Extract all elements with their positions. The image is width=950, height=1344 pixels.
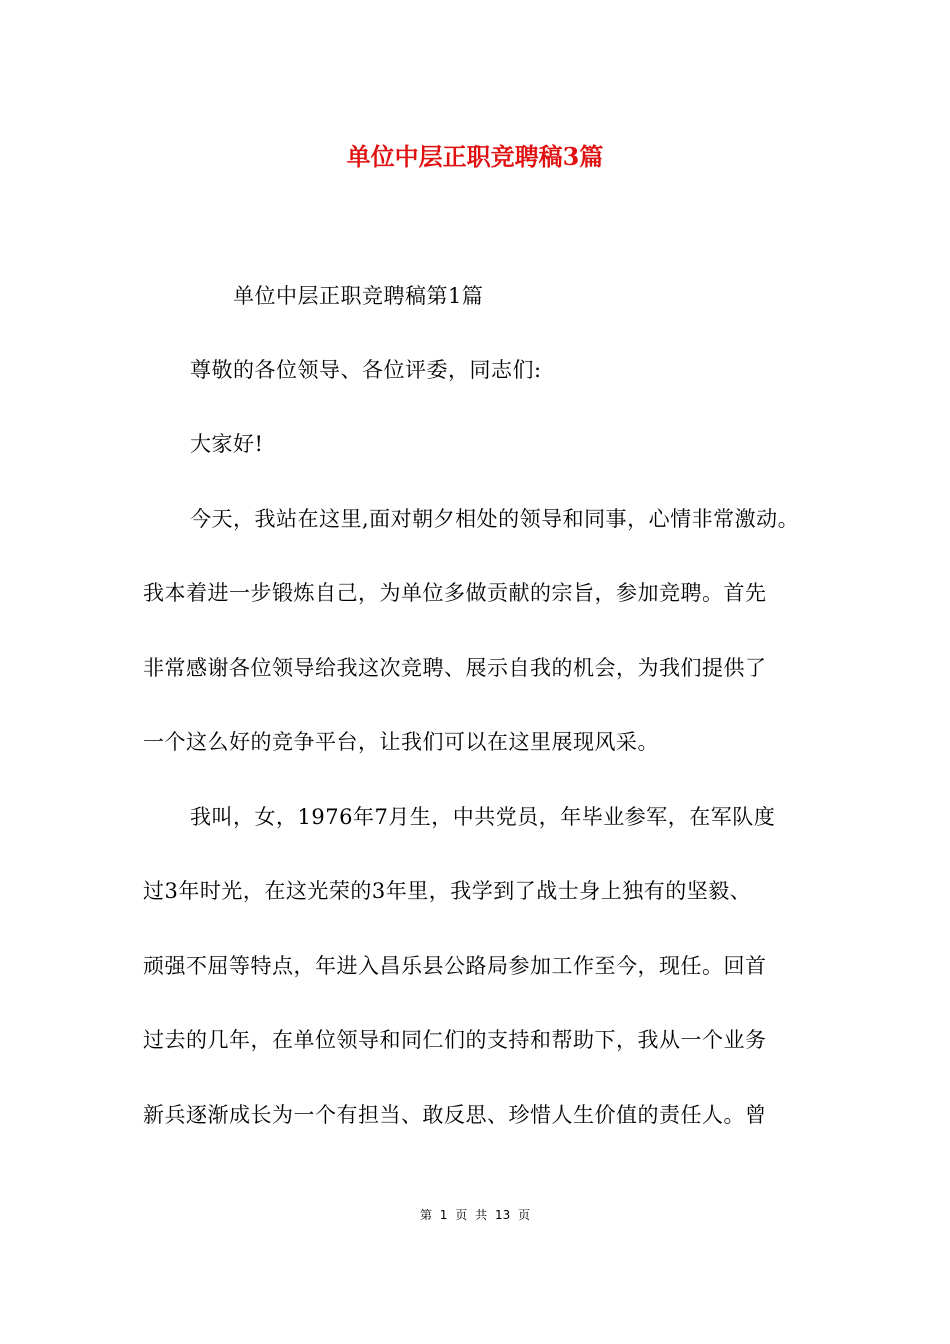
paragraph-line: 过3年时光，在这光荣的3年里，我学到了战士身上独有的坚毅、 bbox=[143, 879, 752, 903]
paragraph-line: 我叫，女，1976年7月生，中共党员，年毕业参军，在军队度 bbox=[190, 805, 776, 829]
footer-suffix: 页 bbox=[518, 1208, 531, 1222]
footer-current-page: 1 bbox=[439, 1208, 448, 1222]
paragraph-line: 今天，我站在这里,面对朝夕相处的领导和同事，心情非常激动。 bbox=[190, 507, 800, 531]
document-title: 单位中层正职竞聘稿3篇 bbox=[346, 142, 604, 171]
page-number-footer bbox=[0, 1206, 950, 1223]
footer-total-pages: 13 bbox=[494, 1208, 511, 1222]
paragraph-line: 新兵逐渐成长为一个有担当、敢反思、珍惜人生价值的责任人。曾 bbox=[143, 1103, 767, 1127]
paragraph-line: 尊敬的各位领导、各位评委，同志们: bbox=[190, 358, 542, 382]
paragraph-line: 过去的几年，在单位领导和同仁们的支持和帮助下，我从一个业务 bbox=[143, 1028, 767, 1052]
paragraph-line: 我本着进一步锻炼自己，为单位多做贡献的宗旨，参加竞聘。首先 bbox=[143, 581, 767, 605]
footer-prefix: 第 bbox=[419, 1208, 432, 1222]
section-heading: 单位中层正职竞聘稿第1篇 bbox=[233, 284, 484, 308]
paragraph-line: 一个这么好的竞争平台，让我们可以在这里展现风采。 bbox=[143, 730, 659, 754]
paragraph-line: 非常感谢各位领导给我这次竞聘、展示自我的机会，为我们提供了 bbox=[143, 656, 767, 680]
paragraph-line: 大家好! bbox=[190, 432, 264, 456]
footer-page-word: 页 bbox=[455, 1208, 468, 1222]
paragraph-line: 顽强不屈等特点，年进入昌乐县公路局参加工作至今，现任。回首 bbox=[143, 954, 767, 978]
footer-total-prefix: 共 bbox=[475, 1208, 488, 1222]
